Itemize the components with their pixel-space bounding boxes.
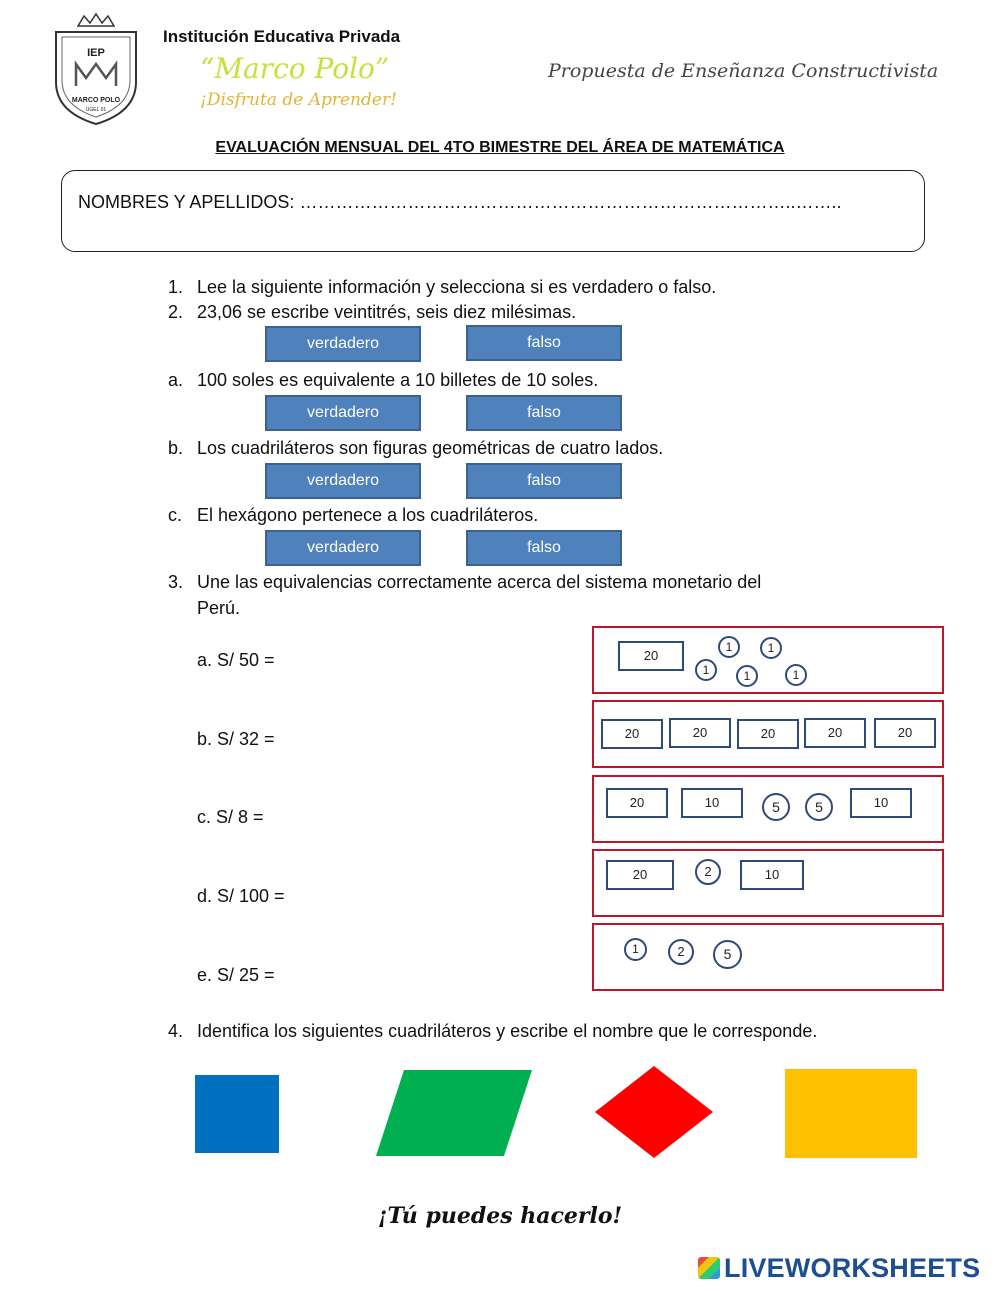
item-number: 2.: [168, 302, 184, 322]
item-number: c.: [168, 505, 183, 525]
name-label: NOMBRES Y APELLIDOS:: [78, 192, 295, 212]
bill-10: 10: [740, 860, 804, 890]
amount-label: d. S/ 100 =: [197, 886, 285, 906]
tf-item: [168, 370, 598, 391]
name-field[interactable]: [78, 192, 841, 213]
tf-item: [168, 505, 538, 526]
closing-message: ¡Tú puedes hacerlo!: [377, 1203, 623, 1229]
bill-20: 20: [874, 718, 936, 748]
coin-5: 5: [713, 940, 742, 969]
question-number: 4.: [168, 1021, 184, 1041]
bill-20: 20: [737, 719, 799, 749]
rhombus-shape: [595, 1066, 713, 1158]
item-text: 23,06 se escribe veintitrés, seis diez milésimas.: [197, 302, 577, 322]
question-1: [168, 277, 716, 298]
false-button[interactable]: falso: [466, 395, 622, 431]
page-title: EVALUACIÓN MENSUAL DEL 4TO BIMESTRE DEL ÁREA DE MATEMÁTICA: [215, 139, 785, 156]
watermark-text: LIVEWORKSHEETS: [724, 1253, 981, 1283]
coin-1: 1: [624, 938, 647, 961]
false-button[interactable]: falso: [466, 325, 622, 361]
true-button[interactable]: verdadero: [265, 395, 421, 431]
money-box[interactable]: [592, 775, 944, 843]
question-3: [168, 572, 761, 593]
coin-5: 5: [805, 793, 833, 821]
svg-text:MARCO POLO: MARCO POLO: [71, 97, 121, 104]
true-button[interactable]: verdadero: [265, 326, 421, 362]
amount-label: e. S/ 25 =: [197, 965, 275, 985]
coin-1: 1: [736, 665, 758, 687]
svg-text:UGEL 01: UGEL 01: [85, 107, 107, 113]
question-4: [168, 1021, 817, 1042]
name-box[interactable]: [61, 170, 925, 252]
bill-10: 10: [850, 788, 912, 818]
coin-1: 1: [718, 636, 740, 658]
svg-text:IEP: IEP: [87, 47, 105, 59]
bill-10: 10: [681, 788, 743, 818]
question-text: Identifica los siguientes cuadriláteros y escribe el nombre que le corresponde.: [197, 1021, 818, 1041]
money-box[interactable]: [592, 700, 944, 768]
money-box[interactable]: [592, 849, 944, 917]
tf-item: [168, 302, 576, 323]
question-text: Une las equivalencias correctamente acerca del sistema monetario del: [197, 572, 762, 592]
question-text-cont: Perú.: [197, 598, 241, 618]
bill-20: 20: [601, 719, 663, 749]
false-button[interactable]: falso: [466, 463, 622, 499]
rectangle-shape: [785, 1069, 917, 1158]
amount-label: b. S/ 32 =: [197, 729, 275, 749]
coin-1: 1: [785, 664, 807, 686]
bill-20: 20: [606, 788, 668, 818]
money-box[interactable]: [592, 923, 944, 991]
false-button[interactable]: falso: [466, 530, 622, 566]
item-text: El hexágono pertenece a los cuadriláteros.: [197, 505, 539, 525]
watermark: [698, 1253, 980, 1284]
coin-1: 1: [760, 637, 782, 659]
school-brand: “Marco Polo”: [200, 52, 390, 85]
bill-20: 20: [804, 718, 866, 748]
bill-20: 20: [618, 641, 684, 671]
amount-label: a. S/ 50 =: [197, 650, 275, 670]
amount-label: c. S/ 8 =: [197, 807, 264, 827]
bill-20: 20: [669, 718, 731, 748]
school-type: Institución Educativa Privada: [163, 27, 401, 46]
coin-2: 2: [668, 939, 694, 965]
question-number: 1.: [168, 277, 184, 297]
question-text: Lee la siguiente información y selecciona si es verdadero o falso.: [197, 277, 717, 297]
tf-item: [168, 438, 663, 459]
square-shape: [195, 1075, 279, 1153]
liveworksheets-icon: [698, 1257, 720, 1279]
coin-2: 2: [695, 859, 721, 885]
bill-20: 20: [606, 860, 674, 890]
proposal-text: Propuesta de Enseñanza Constructivista: [548, 60, 939, 82]
item-text: 100 soles es equivalente a 10 billetes de 10 soles.: [197, 370, 599, 390]
coin-5: 5: [762, 793, 790, 821]
item-number: b.: [168, 438, 184, 458]
school-logo: [50, 12, 142, 128]
school-slogan: ¡Disfruta de Aprender!: [200, 90, 397, 110]
name-dots: ………………………………………………………………………..……..: [299, 192, 842, 212]
money-box[interactable]: [592, 626, 944, 694]
parallelogram-shape: [376, 1070, 532, 1156]
question-number: 3.: [168, 572, 184, 592]
item-number: a.: [168, 370, 184, 390]
true-button[interactable]: verdadero: [265, 463, 421, 499]
item-text: Los cuadriláteros son figuras geométricas de cuatro lados.: [197, 438, 664, 458]
true-button[interactable]: verdadero: [265, 530, 421, 566]
coin-1: 1: [695, 659, 717, 681]
